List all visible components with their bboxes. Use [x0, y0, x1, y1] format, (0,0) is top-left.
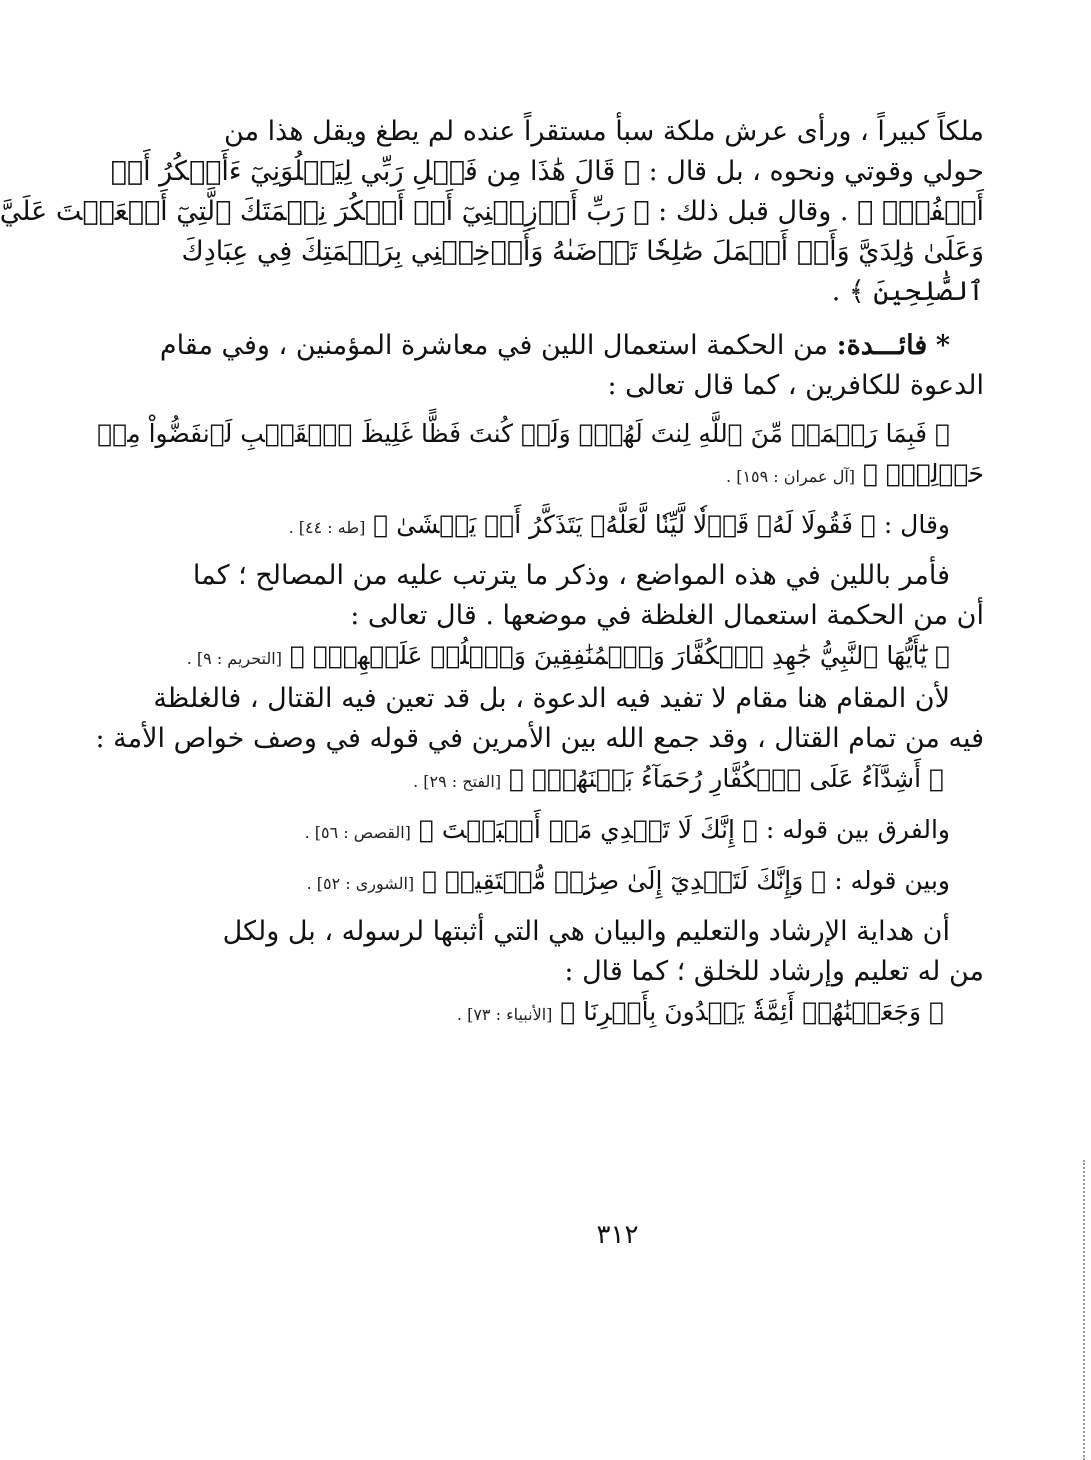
book-page-body: [0, 112, 984, 1035]
verse2-text: وقال : ﴿ فَقُولَا لَهُۥ قَوۡلٗا لَّيِّنٗا لَّعَلَّهُۥ يَتَذَكَّرُ أَوۡ يَخۡشَىٰ ﴾: [373, 510, 950, 539]
verse2-reference: [طه : ٤٤] .: [288, 518, 366, 537]
faida-line-2: الدعوة للكافرين ، كما قال تعالى :: [607, 370, 984, 401]
verse5-line: [244, 810, 984, 853]
faida-line-1: [159, 326, 984, 366]
verse1-line-1: ﴿ فَبِمَا رَحۡمَةٖ مِّنَ ٱللَّهِ لِنتَ لَهُمۡۖ وَلَوۡ كُنتَ فَظًّا غَلِيظَ ٱلۡقَلۡبِ لَٱنفَضُّواْ مِنۡ: [97, 419, 950, 448]
verse4-text: ﴿ أَشِدَّآءُ عَلَى ٱلۡكُفَّارِ رُحَمَآءُ بَيۡنَهُمۡۖ ﴾: [509, 764, 944, 793]
verse3-reference: [التحريم : ٩] .: [186, 649, 282, 668]
para4-line-2: من له تعليم وإرشاد للخلق ؛ كما قال :: [564, 956, 984, 987]
verse6-line: [244, 861, 984, 904]
faida-text-1: من الحكمة استعمال اللين في معاشرة المؤمنين ، وفي مقام: [159, 330, 829, 361]
scan-edge-mark: [1081, 1160, 1085, 1460]
intro-line-1: ملكاً كبيراً ، ورأى عرش ملكة سبأ مستقراً عنده لم يطغ ويقل هذا من: [224, 116, 984, 147]
verse6-text: وبين قوله : ﴿ وَإِنَّكَ لَتَهۡدِيٓ إِلَىٰ صِرَٰطٖ مُّسۡتَقِيمٖ ﴾: [422, 866, 950, 895]
para4-line-1: أن هداية الإرشاد والتعليم والبيان هي التي أثبتها لرسوله ، بل ولكل: [222, 916, 950, 947]
page-number: ٣١٢: [596, 1220, 639, 1250]
intro-line-5: ٱلصَّٰلِحِينَ ﴾ .: [831, 276, 984, 307]
verse1-line-2: [244, 454, 984, 497]
verse4-reference: [الفتح : ٢٩] .: [413, 772, 502, 791]
faida-star: *: [935, 330, 950, 361]
verse7-line: [244, 992, 984, 1035]
verse7-reference: [الأنبياء : ٧٣] .: [456, 1005, 553, 1024]
verse1-reference: [آل عمران : ١٥٩] .: [726, 467, 855, 486]
verse5-reference: [القصص : ٥٦] .: [304, 823, 411, 842]
verse3-line: [186, 636, 984, 679]
para3-line-2: فيه من تمام القتال ، وقد جمع الله بين الأمرين في قوله في وصف خواص الأمة :: [95, 723, 984, 754]
intro-line-3: أَكۡفُرُۖ ﴾ . وقال قبل ذلك : ﴿ رَبِّ أَوۡزِعۡنِيٓ أَنۡ أَشۡكُرَ نِعۡمَتَكَ ٱلَّتِيٓ أَنۡعَمۡتَ عَلَيَّ: [0, 196, 984, 227]
para2-line-1: فأمر باللين في هذه المواضع ، وذكر ما يترتب عليه من المصالح ؛ كما: [192, 560, 950, 591]
intro-line-2: حولي وقوتي ونحوه ، بل قال : ﴿ قَالَ هَٰذَا مِن فَضۡلِ رَبِّي لِيَبۡلُوَنِيٓ ءَأَشۡكُرُ أَمۡ: [110, 156, 984, 187]
verse2-line: [244, 505, 984, 548]
verse7-text: ﴿ وَجَعَلۡنَٰهُمۡ أَئِمَّةٗ يَهۡدُونَ بِأَمۡرِنَا ﴾: [560, 997, 944, 1026]
intro-line-4: وَعَلَىٰ وَٰلِدَيَّ وَأَنۡ أَعۡمَلَ صَٰلِحٗا تَرۡضَىٰهُ وَأَدۡخِلۡنِي بِرَحۡمَتِكَ فِي عِبَادِكَ: [181, 236, 984, 267]
verse6-reference: [الشورى : ٥٢] .: [306, 874, 415, 893]
para2-line-2: أن من الحكمة استعمال الغلظة في موضعها . قال تعالى :: [350, 600, 984, 631]
verse4-line: [244, 759, 984, 802]
para3-line-1: لأن المقام هنا مقام لا تفيد فيه الدعوة ، بل قد تعين فيه القتال ، فالغلظة: [153, 683, 950, 714]
verse1-text-2: حَوۡلِكَۖ ﴾: [862, 459, 984, 488]
verse3-text: ﴿ يَٰٓأَيُّهَا ٱلنَّبِيُّ جَٰهِدِ ٱلۡكُفَّارَ وَٱلۡمُنَٰفِقِينَ وَٱغۡلُظۡ عَلَيۡهِمۡۚ ﴾: [289, 641, 950, 670]
verse5-text: والفرق بين قوله : ﴿ إِنَّكَ لَا تَهۡدِي مَنۡ أَحۡبَبۡتَ ﴾: [418, 815, 950, 844]
faida-label: فائـــدة:: [836, 330, 928, 361]
